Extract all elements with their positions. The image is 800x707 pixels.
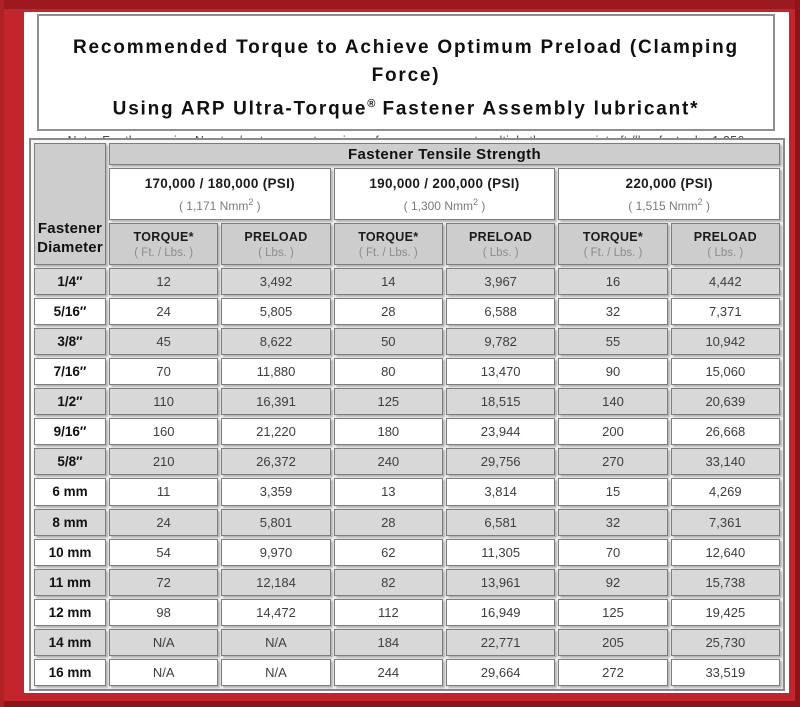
title-line-2-tail: Fastener Assembly lubricant* <box>375 98 700 120</box>
table-row <box>34 629 780 656</box>
tensile-strength-header-row <box>34 143 780 165</box>
preload-units: ( Lbs. ) <box>707 246 744 259</box>
preload-value-cell: 11,305 <box>446 539 555 566</box>
nmm-superscript: 2 <box>472 196 478 207</box>
table-row <box>34 539 780 566</box>
preload-value-cell: 3,814 <box>446 478 555 505</box>
torque-value-cell: 184 <box>334 629 443 656</box>
preload-value-cell: 7,361 <box>671 509 780 536</box>
table-row <box>34 509 780 536</box>
torque-value-cell: 180 <box>334 418 443 445</box>
torque-value-cell: 32 <box>558 298 667 325</box>
torque-table-wrap <box>29 138 785 691</box>
table-row <box>34 478 780 505</box>
preload-value-cell: 29,664 <box>446 659 555 686</box>
torque-value-cell: N/A <box>109 629 218 656</box>
title-line-2 <box>39 90 773 123</box>
table-row <box>34 328 780 355</box>
preload-value-cell: 29,756 <box>446 448 555 475</box>
content-panel <box>24 12 789 693</box>
preload-value-cell: 16,949 <box>446 599 555 626</box>
torque-value-cell: 82 <box>334 569 443 596</box>
nmm-superscript: 2 <box>248 196 254 207</box>
nmm-close: ) <box>253 198 261 213</box>
preload-value-cell: N/A <box>221 629 330 656</box>
preload-value-cell: 33,519 <box>671 659 780 686</box>
diameter-cell: 9/16″ <box>34 418 106 445</box>
preload-value-cell: 15,738 <box>671 569 780 596</box>
preload-value-cell: 3,492 <box>221 268 330 295</box>
diameter-cell: 10 mm <box>34 539 106 566</box>
torque-value-cell: 50 <box>334 328 443 355</box>
preload-value-cell: 13,470 <box>446 358 555 385</box>
table-row <box>34 569 780 596</box>
preload-value-cell: 4,269 <box>671 478 780 505</box>
title-box <box>37 14 775 131</box>
preload-value-cell: 33,140 <box>671 448 780 475</box>
psi-group-1-cell <box>109 168 331 220</box>
torque-units: ( Ft. / Lbs. ) <box>583 246 643 259</box>
psi-group-3-label: 220,000 (PSI) <box>625 175 713 191</box>
torque-value-cell: 90 <box>558 358 667 385</box>
torque-value-cell: 112 <box>334 599 443 626</box>
torque-value-cell: 125 <box>558 599 667 626</box>
table-row <box>34 418 780 445</box>
torque-value-cell: 244 <box>334 659 443 686</box>
preload-value-cell: 3,359 <box>221 478 330 505</box>
diameter-cell: 14 mm <box>34 629 106 656</box>
table-row <box>34 358 780 385</box>
preload-value-cell: N/A <box>221 659 330 686</box>
table-row <box>34 268 780 295</box>
psi-group-2-label: 190,000 / 200,000 (PSI) <box>369 175 520 191</box>
torque-value-cell: 13 <box>334 478 443 505</box>
preload-value-cell: 12,640 <box>671 539 780 566</box>
table-row <box>34 388 780 415</box>
torque-value-cell: 110 <box>109 388 218 415</box>
torque-value-cell: 92 <box>558 569 667 596</box>
frame-edge-bottom <box>0 701 800 707</box>
torque-column-header <box>334 223 443 265</box>
torque-value-cell: 62 <box>334 539 443 566</box>
preload-value-cell: 14,472 <box>221 599 330 626</box>
torque-units: ( Ft. / Lbs. ) <box>134 246 194 259</box>
preload-value-cell: 23,944 <box>446 418 555 445</box>
diameter-cell: 1/2″ <box>34 388 106 415</box>
diameter-cell: 5/8″ <box>34 448 106 475</box>
preload-units: ( Lbs. ) <box>482 246 519 259</box>
preload-value-cell: 19,425 <box>671 599 780 626</box>
diameter-cell: 12 mm <box>34 599 106 626</box>
torque-value-cell: 98 <box>109 599 218 626</box>
preload-value-cell: 9,782 <box>446 328 555 355</box>
torque-value-cell: 14 <box>334 268 443 295</box>
psi-group-1-nmm <box>110 197 330 213</box>
nmm-close: ) <box>702 198 711 213</box>
diameter-cell: 6 mm <box>34 478 106 505</box>
torque-value-cell: 28 <box>334 298 443 325</box>
table-row <box>34 298 780 325</box>
preload-column-header <box>221 223 330 265</box>
preload-value-cell: 6,581 <box>446 509 555 536</box>
preload-value-cell: 11,880 <box>221 358 330 385</box>
torque-label: TORQUE* <box>582 229 644 244</box>
preload-value-cell: 5,805 <box>221 298 330 325</box>
preload-units: ( Lbs. ) <box>258 246 294 259</box>
torque-value-cell: 11 <box>109 478 218 505</box>
psi-group-1-label: 170,000 / 180,000 (PSI) <box>144 175 295 191</box>
page-title <box>39 34 773 123</box>
diameter-cell: 5/16″ <box>34 298 106 325</box>
table-row <box>34 448 780 475</box>
torque-value-cell: 28 <box>334 509 443 536</box>
torque-value-cell: 80 <box>334 358 443 385</box>
preload-value-cell: 16,391 <box>221 388 330 415</box>
preload-value-cell: 9,970 <box>221 539 330 566</box>
preload-value-cell: 15,060 <box>671 358 780 385</box>
psi-group-2-cell <box>334 168 556 220</box>
nmm-text: ( 1,171 Nmm <box>178 198 249 213</box>
frame-edge-top <box>0 0 800 9</box>
torque-value-cell: 125 <box>334 388 443 415</box>
psi-group-2-nmm <box>335 197 555 213</box>
torque-value-cell: 16 <box>558 268 667 295</box>
preload-label: PRELOAD <box>244 229 308 244</box>
torque-value-cell: 210 <box>109 448 218 475</box>
torque-label: TORQUE* <box>133 229 194 244</box>
column-header-row <box>34 223 780 265</box>
torque-column-header <box>109 223 218 265</box>
torque-value-cell: 70 <box>558 539 667 566</box>
registered-trademark-symbol: ® <box>367 98 376 110</box>
torque-value-cell: 72 <box>109 569 218 596</box>
nmm-text: ( 1,300 Nmm <box>403 198 473 213</box>
torque-value-cell: 272 <box>558 659 667 686</box>
diameter-cell: 3/8″ <box>34 328 106 355</box>
torque-units: ( Ft. / Lbs. ) <box>358 246 418 259</box>
nmm-close: ) <box>478 198 486 213</box>
torque-value-cell: 240 <box>334 448 443 475</box>
preload-label: PRELOAD <box>469 229 533 244</box>
preload-value-cell: 4,442 <box>671 268 780 295</box>
table-row <box>34 659 780 686</box>
torque-value-cell: 32 <box>558 509 667 536</box>
torque-table <box>29 138 785 691</box>
torque-value-cell: 24 <box>109 298 218 325</box>
torque-value-cell: 70 <box>109 358 218 385</box>
nmm-superscript: 2 <box>697 196 703 207</box>
preload-value-cell: 18,515 <box>446 388 555 415</box>
preload-value-cell: 10,942 <box>671 328 780 355</box>
preload-value-cell: 5,801 <box>221 509 330 536</box>
torque-value-cell: 270 <box>558 448 667 475</box>
diameter-cell: 8 mm <box>34 509 106 536</box>
nmm-text: ( 1,515 Nmm <box>628 198 698 213</box>
torque-value-cell: 140 <box>558 388 667 415</box>
torque-label: TORQUE* <box>358 229 419 244</box>
preload-column-header <box>671 223 780 265</box>
diameter-cell: 7/16″ <box>34 358 106 385</box>
torque-value-cell: 54 <box>109 539 218 566</box>
frame-edge-right <box>795 0 800 707</box>
preload-value-cell: 12,184 <box>221 569 330 596</box>
diameter-cell: 11 mm <box>34 569 106 596</box>
preload-value-cell: 6,588 <box>446 298 555 325</box>
preload-value-cell: 20,639 <box>671 388 780 415</box>
preload-value-cell: 22,771 <box>446 629 555 656</box>
preload-label: PRELOAD <box>693 229 757 244</box>
title-line-1: Recommended Torque to Achieve Optimum Preload (Clamping Force) <box>73 37 739 86</box>
torque-value-cell: 205 <box>558 629 667 656</box>
preload-value-cell: 13,961 <box>446 569 555 596</box>
table-row <box>34 599 780 626</box>
fastener-diameter-header-cell <box>34 143 106 265</box>
title-line-2-text: Using ARP Ultra-Torque <box>112 98 368 120</box>
torque-value-cell: 12 <box>109 268 218 295</box>
fastener-diameter-label-line2: Diameter <box>37 239 103 256</box>
preload-value-cell: 8,622 <box>221 328 330 355</box>
diameter-cell: 1/4″ <box>34 268 106 295</box>
torque-value-cell: 200 <box>558 418 667 445</box>
preload-column-header <box>446 223 555 265</box>
psi-group-3-nmm <box>559 197 779 213</box>
preload-value-cell: 26,372 <box>221 448 330 475</box>
diameter-cell: 16 mm <box>34 659 106 686</box>
torque-column-header <box>558 223 667 265</box>
preload-value-cell: 21,220 <box>221 418 330 445</box>
psi-header-row <box>34 168 780 220</box>
preload-value-cell: 25,730 <box>671 629 780 656</box>
preload-value-cell: 7,371 <box>671 298 780 325</box>
torque-value-cell: 24 <box>109 509 218 536</box>
torque-value-cell: N/A <box>109 659 218 686</box>
psi-group-3-cell <box>558 168 780 220</box>
torque-value-cell: 15 <box>558 478 667 505</box>
preload-value-cell: 3,967 <box>446 268 555 295</box>
tensile-strength-header-cell: Fastener Tensile Strength <box>109 143 780 165</box>
preload-value-cell: 26,668 <box>671 418 780 445</box>
torque-value-cell: 55 <box>558 328 667 355</box>
fastener-diameter-label-line1: Fastener <box>37 220 103 237</box>
torque-value-cell: 45 <box>109 328 218 355</box>
frame-edge-left <box>0 0 4 707</box>
torque-value-cell: 160 <box>109 418 218 445</box>
